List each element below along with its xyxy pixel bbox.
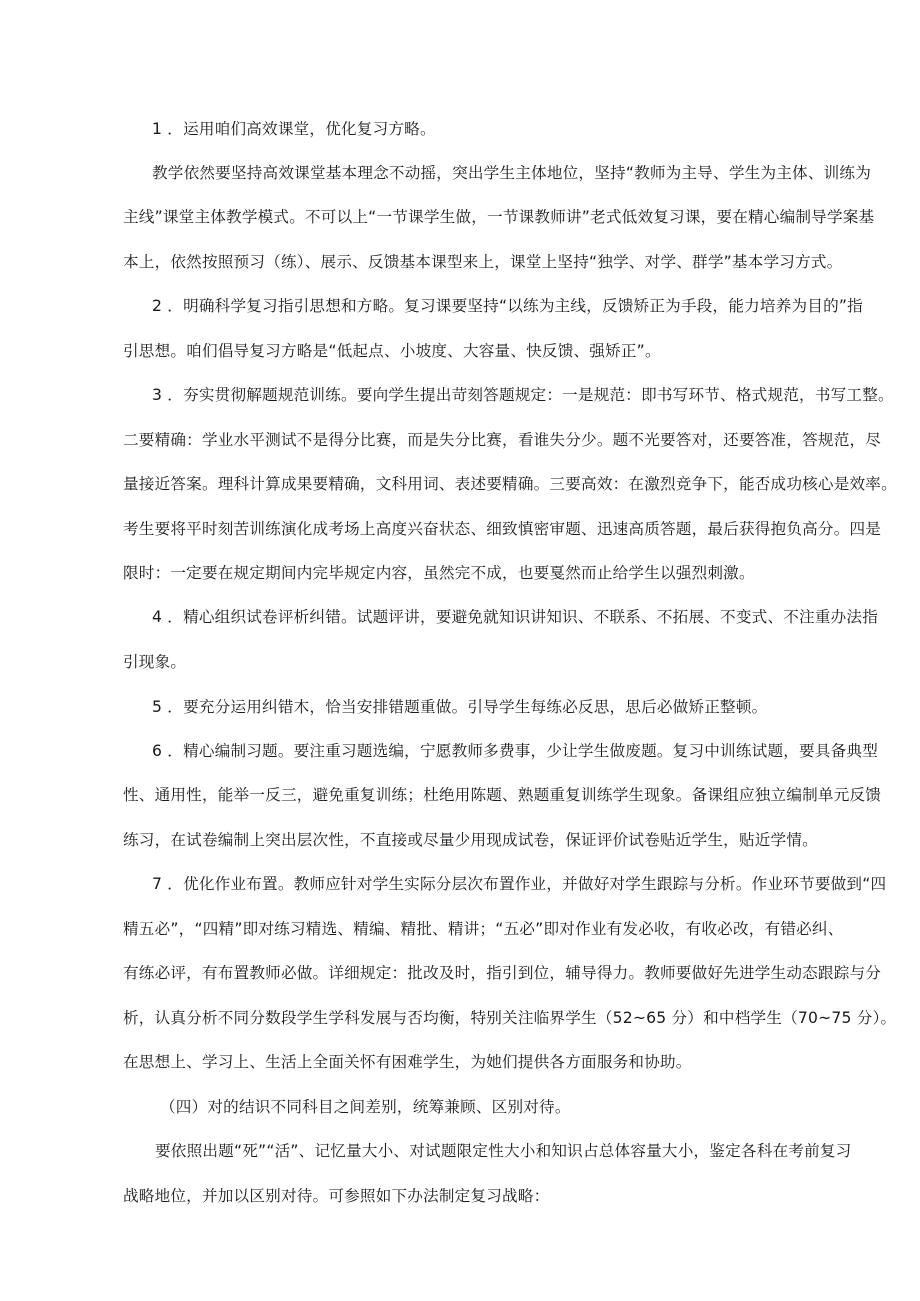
paragraph-2-line-1: 教学依然要坚持高效课堂基本理念不动摇，突出学生主体地位，坚持“教师为主导、学生为主体、训练为 — [152, 164, 871, 182]
paragraph-2-line-2: 主线”课堂主体教学模式。不可以上“一节课学生做，一节课教师讲”老式低效复习课，要在精心编制导学案基 — [123, 208, 875, 226]
paragraph-8-line-3: 有练必评，有布置教师必做。详细规定：批改及时，指引到位，辅导得力。教师要做好先进学生动态跟踪与分 — [123, 964, 882, 982]
paragraph-2-line-3: 本上，依然按照预习（练）、展示、反馈基本课型来上，课堂上坚持“独学、对学、群学”基本学习方式。 — [123, 253, 843, 271]
paragraph-8-line-2: 精五必”，“四精”即对练习精选、精编、精批、精讲；“五必”即对作业有发必收，有收必改，有错必纠、 — [123, 920, 844, 938]
paragraph-4-line-4: 考生要将平时刻苦训练演化成考场上高度兴奋状态、细致慎密审题、迅速高质答题，最后获得抱负高分。四是 — [123, 520, 882, 538]
paragraph-1-line-1: 1 ．运用咱们高效课堂，优化复习方略。 — [152, 120, 436, 138]
paragraph-4-line-2: 二要精确：学业水平测试不是得分比赛，而是失分比赛，看谁失分少。题不光要答对，还要答准，答规范，尽 — [123, 431, 882, 449]
paragraph-3-line-1: 2 ．明确科学复习指引思想和方略。复习课要坚持“以练为主线，反馈矫正为手段，能力培养为目的”指 — [152, 297, 863, 315]
paragraph-4-line-1: 3 ．夯实贯彻解题规范训练。要向学生提出苛刻答题规定：一是规范：即书写环节、格式规范，书写工整。 — [152, 386, 894, 404]
paragraph-10-line-1: 要依照出题“死”“活”、记忆量大小、对试题限定性大小和知识占总体容量大小，鉴定各科在考前复习 — [155, 1142, 852, 1160]
paragraph-7-line-2: 性、通用性，能举一反三，避免重复训练；杜绝用陈题、熟题重复训练学生现象。备课组应独立编制单元反馈 — [123, 786, 882, 804]
paragraph-6-line-1: 5 ．要充分运用纠错木，恰当安排错题重做。引导学生每练必反思，思后必做矫正整顿。 — [152, 698, 768, 716]
paragraph-3-line-2: 引思想。咱们倡导复习方略是“低起点、小坡度、大容量、快反馈、强矫正”。 — [123, 342, 661, 360]
paragraph-8-line-1: 7 ．优化作业布置。教师应针对学生实际分层次布置作业，并做好对学生跟踪与分析。作业环节要做到“四 — [152, 875, 887, 893]
paragraph-5-line-1: 4 ．精心组织试卷评析纠错。试题评讲，要避免就知识讲知识、不联系、不拓展、不变式、不注重办法指 — [152, 608, 878, 626]
paragraph-7-line-1: 6 ．精心编制习题。要注重习题选编，宁愿教师多费事，少让学生做废题。复习中训练试题，要具备典型 — [152, 742, 878, 760]
section-heading-4: （四）对的结识不同科目之间差别，统筹兼顾、区别对待。 — [160, 1098, 571, 1116]
paragraph-4-line-5: 限时：一定要在规定期间内完毕规定内容，虽然完不成，也要戛然而止给学生以强烈刺激。 — [123, 564, 755, 582]
paragraph-8-line-5: 在思想上、学习上、生活上全面关怀有困难学生，为她们提供各方面服务和协助。 — [123, 1053, 692, 1071]
paragraph-4-line-3: 量接近答案。理科计算成果要精确，文科用词、表述要精确。三要高效：在激烈竞争下，能否成功核心是效率。 — [123, 475, 897, 493]
paragraph-7-line-3: 练习，在试卷编制上突出层次性，不直接或尽量少用现成试卷，保证评价试卷贴近学生，贴近学情。 — [123, 831, 818, 849]
paragraph-8-line-4: 析，认真分析不同分数段学生学科发展与否均衡，特别关注临界学生（52~65 分）和中档学生（70~75 分）。 — [123, 1009, 897, 1027]
paragraph-5-line-2: 引现象。 — [123, 653, 187, 671]
paragraph-10-line-2: 战略地位，并加以区别对待。可参照如下办法制定复习战略： — [123, 1187, 550, 1205]
